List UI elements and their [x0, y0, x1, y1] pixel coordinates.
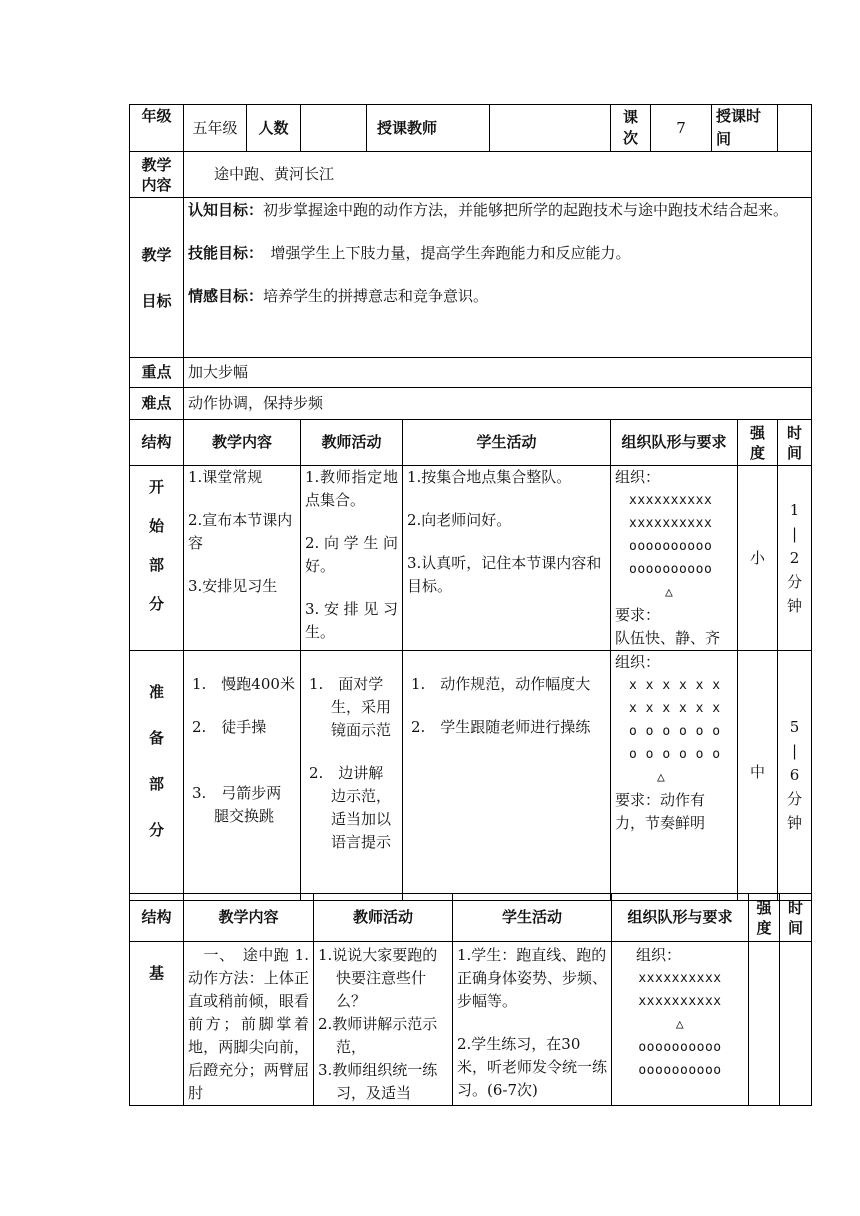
col-time-2: 间 [787, 918, 803, 937]
content-label-1: 教学 [141, 155, 172, 174]
goals-label-2: 目标 [141, 291, 172, 310]
time-value [778, 105, 812, 152]
list-item: 1.学生：跑直线、跑的正确身体姿势、步频、步幅等。 [457, 946, 608, 1010]
lesson-value: 7 [651, 105, 712, 152]
start-org [611, 466, 738, 651]
warmup-label-char: 部 [148, 775, 164, 793]
formation [615, 674, 733, 789]
col-intensity [738, 420, 778, 466]
skill-goal [188, 241, 807, 265]
grade-value: 五年级 [184, 105, 247, 152]
requirement-text: 要求：动作有力，节奏鲜明 [615, 791, 706, 832]
time-char: | [792, 742, 798, 760]
count-value [301, 105, 367, 152]
warmup-time [778, 651, 812, 901]
main-time [780, 942, 812, 1106]
main-intensity [749, 942, 780, 1106]
time-char: 5 [789, 718, 800, 736]
col-intensity-2: 度 [756, 918, 772, 937]
formation-row: xxxxxxxxxx [638, 971, 722, 986]
lesson-label-2: 次 [623, 129, 639, 147]
start-label-char: 分 [148, 595, 164, 613]
list-item: 1. 慢跑400米 [192, 675, 295, 693]
start-time [778, 466, 812, 651]
cognitive-label: 认知目标： [188, 201, 264, 219]
content-label-2: 内容 [141, 175, 172, 194]
warmup-teacher [301, 651, 403, 901]
list-item: 2.向老师问好。 [407, 511, 512, 529]
formation-row: oooooooooo [629, 562, 713, 577]
goals-label-1: 教学 [141, 245, 172, 264]
start-label-char: 开 [148, 478, 164, 496]
teacher-value [490, 105, 611, 152]
lesson-label-1: 课 [623, 108, 639, 126]
time-label: 授课时间 [712, 105, 778, 152]
col-intensity-1: 强 [756, 898, 772, 917]
difficulty-value: 动作协调，保持步频 [184, 388, 812, 420]
count-label: 人数 [247, 105, 301, 152]
time-char: 分 [787, 573, 803, 591]
org-title: 组织： [636, 946, 682, 964]
formation-row: oooooooooo [638, 1040, 722, 1055]
org-title: 组织： [615, 653, 661, 671]
warmup-section-row [130, 651, 812, 901]
warmup-intensity: 中 [738, 651, 778, 901]
goals-value [184, 198, 812, 358]
teacher-triangle-icon: △ [665, 585, 674, 600]
formation-row: xxxxxxxxxx [629, 516, 713, 531]
start-student [403, 466, 611, 651]
key-value: 加大步幅 [184, 358, 812, 388]
list-item: 3.教师组织统一练习，及适当 [318, 1061, 438, 1102]
time-char: 1 [789, 501, 800, 519]
list-item: 3.安排见习生。 [305, 600, 398, 641]
list-item: 1.按集合地点集合整队。 [407, 468, 572, 486]
main-org [612, 942, 749, 1106]
content-row [130, 152, 812, 198]
teacher-label: 授课教师 [367, 105, 490, 152]
list-item: 3.认真听，记住本节课内容和目标。 [407, 554, 602, 595]
emotion-label: 情感目标： [188, 287, 264, 305]
col-time-1: 时 [787, 898, 803, 917]
column-header-row [130, 420, 812, 466]
skill-label: 技能目标： [188, 244, 256, 262]
list-item: 2.向学生问好。 [305, 534, 398, 575]
formation [616, 967, 744, 1082]
formation-row: o o o o o o [629, 747, 721, 762]
start-label-char: 部 [148, 556, 164, 574]
column-header-row-2 [130, 894, 812, 942]
col-content: 教学内容 [184, 894, 314, 942]
col-time-2: 间 [787, 443, 803, 462]
teacher-triangle-icon: △ [657, 770, 666, 785]
col-time [780, 894, 812, 942]
list-item: 2. 徒手操 [192, 718, 267, 736]
difficulty-label: 难点 [130, 388, 184, 420]
requirement-text: 队伍快、静、齐 [615, 629, 721, 647]
start-section-row [130, 466, 812, 651]
grade-label: 年级 [130, 105, 184, 152]
col-student: 学生活动 [403, 420, 611, 466]
warmup-section-label [130, 651, 184, 901]
col-structure: 结构 [130, 420, 184, 466]
list-item: 3. 弓箭步两腿交换跳 [192, 784, 282, 825]
warmup-label-char: 准 [148, 683, 164, 701]
cognitive-goal [188, 198, 807, 222]
difficulty-row [130, 388, 812, 420]
org-title: 组织： [615, 468, 661, 486]
list-item: 2. 学生跟随老师进行操练 [411, 718, 591, 736]
time-char: 2 [789, 549, 800, 567]
warmup-student [403, 651, 611, 901]
key-label: 重点 [130, 358, 184, 388]
list-item: 1.课堂常规 [188, 468, 263, 486]
key-row [130, 358, 812, 388]
content-label [130, 152, 184, 198]
time-char: 钟 [787, 597, 803, 615]
emotion-text: 培养学生的拼搏意志和竞争意识。 [263, 287, 489, 305]
lesson-label [611, 105, 651, 152]
main-student [453, 942, 612, 1106]
list-item: 3.安排见习生 [188, 577, 278, 595]
warmup-label-char: 分 [148, 821, 164, 839]
requirement-label: 要求： [615, 606, 661, 624]
col-teacher: 教师活动 [301, 420, 403, 466]
col-structure: 结构 [130, 894, 184, 942]
col-org: 组织队形与要求 [612, 894, 749, 942]
list-item: 1.说说大家要跑的快要注意些什么？ [318, 946, 438, 1010]
main-teacher [314, 942, 453, 1106]
goals-row [130, 198, 812, 358]
lesson-plan-table-main [129, 893, 812, 1106]
formation-row: xxxxxxxxxx [638, 994, 722, 1009]
lesson-plan-table-top [129, 104, 812, 901]
header-row [130, 105, 812, 152]
col-teacher: 教师活动 [314, 894, 453, 942]
col-content: 教学内容 [184, 420, 301, 466]
skill-text: 增强学生上下肢力量，提高学生奔跑能力和反应能力。 [255, 244, 631, 262]
time-char: | [792, 525, 798, 543]
col-intensity-2: 度 [750, 443, 766, 462]
list-item: 1. 面对学生，采用镜面示范 [309, 675, 392, 739]
warmup-content [184, 651, 301, 901]
col-org: 组织队形与要求 [611, 420, 738, 466]
formation [615, 489, 733, 604]
warmup-org [611, 651, 738, 901]
formation-row: oooooooooo [638, 1063, 722, 1078]
formation-row: x x x x x x [629, 678, 721, 693]
start-teacher [301, 466, 403, 651]
goals-label [130, 198, 184, 358]
time-char: 6 [789, 766, 800, 784]
list-item: 1.教师指定地点集合。 [305, 468, 398, 509]
list-item: 1. 动作规范，动作幅度大 [411, 675, 591, 693]
formation-row: x x x x x x [629, 701, 721, 716]
col-student: 学生活动 [453, 894, 612, 942]
warmup-label-char: 备 [148, 729, 164, 747]
cognitive-text: 初步掌握途中跑的动作方法，并能够把所学的起跑技术与途中跑技术结合起来。 [263, 201, 789, 219]
start-label-char: 始 [148, 517, 164, 535]
start-section-label [130, 466, 184, 651]
col-time-1: 时 [787, 423, 803, 442]
formation-row: o o o o o o [629, 724, 721, 739]
col-time [778, 420, 812, 466]
teacher-triangle-icon: △ [675, 1017, 685, 1032]
time-char: 分 [787, 790, 803, 808]
list-item: 2. 边讲解边示范，适当加以语言提示 [309, 764, 392, 851]
emotion-goal [188, 284, 807, 308]
content-value: 途中跑、黄河长江 [184, 152, 812, 198]
start-intensity: 小 [738, 466, 778, 651]
start-content [184, 466, 301, 651]
list-item: 2.学生练习，在30米，听老师发令统一练习。(6-7次) [457, 1035, 608, 1099]
list-item: 2.宣布本节课内容 [188, 511, 293, 552]
formation-row: xxxxxxxxxx [629, 493, 713, 508]
main-section-label: 基 [130, 942, 184, 1106]
time-char: 钟 [787, 814, 803, 832]
main-content: 一、 途中跑 1.动作方法：上体正直或稍前倾，眼看前方；前脚掌着地，两脚尖向前，后蹬充分；两臂屈肘 [184, 942, 314, 1106]
main-section-row [130, 942, 812, 1106]
formation-row: oooooooooo [629, 539, 713, 554]
col-intensity-1: 强 [750, 423, 766, 442]
col-intensity [749, 894, 780, 942]
list-item: 2.教师讲解示范示范， [318, 1015, 438, 1056]
